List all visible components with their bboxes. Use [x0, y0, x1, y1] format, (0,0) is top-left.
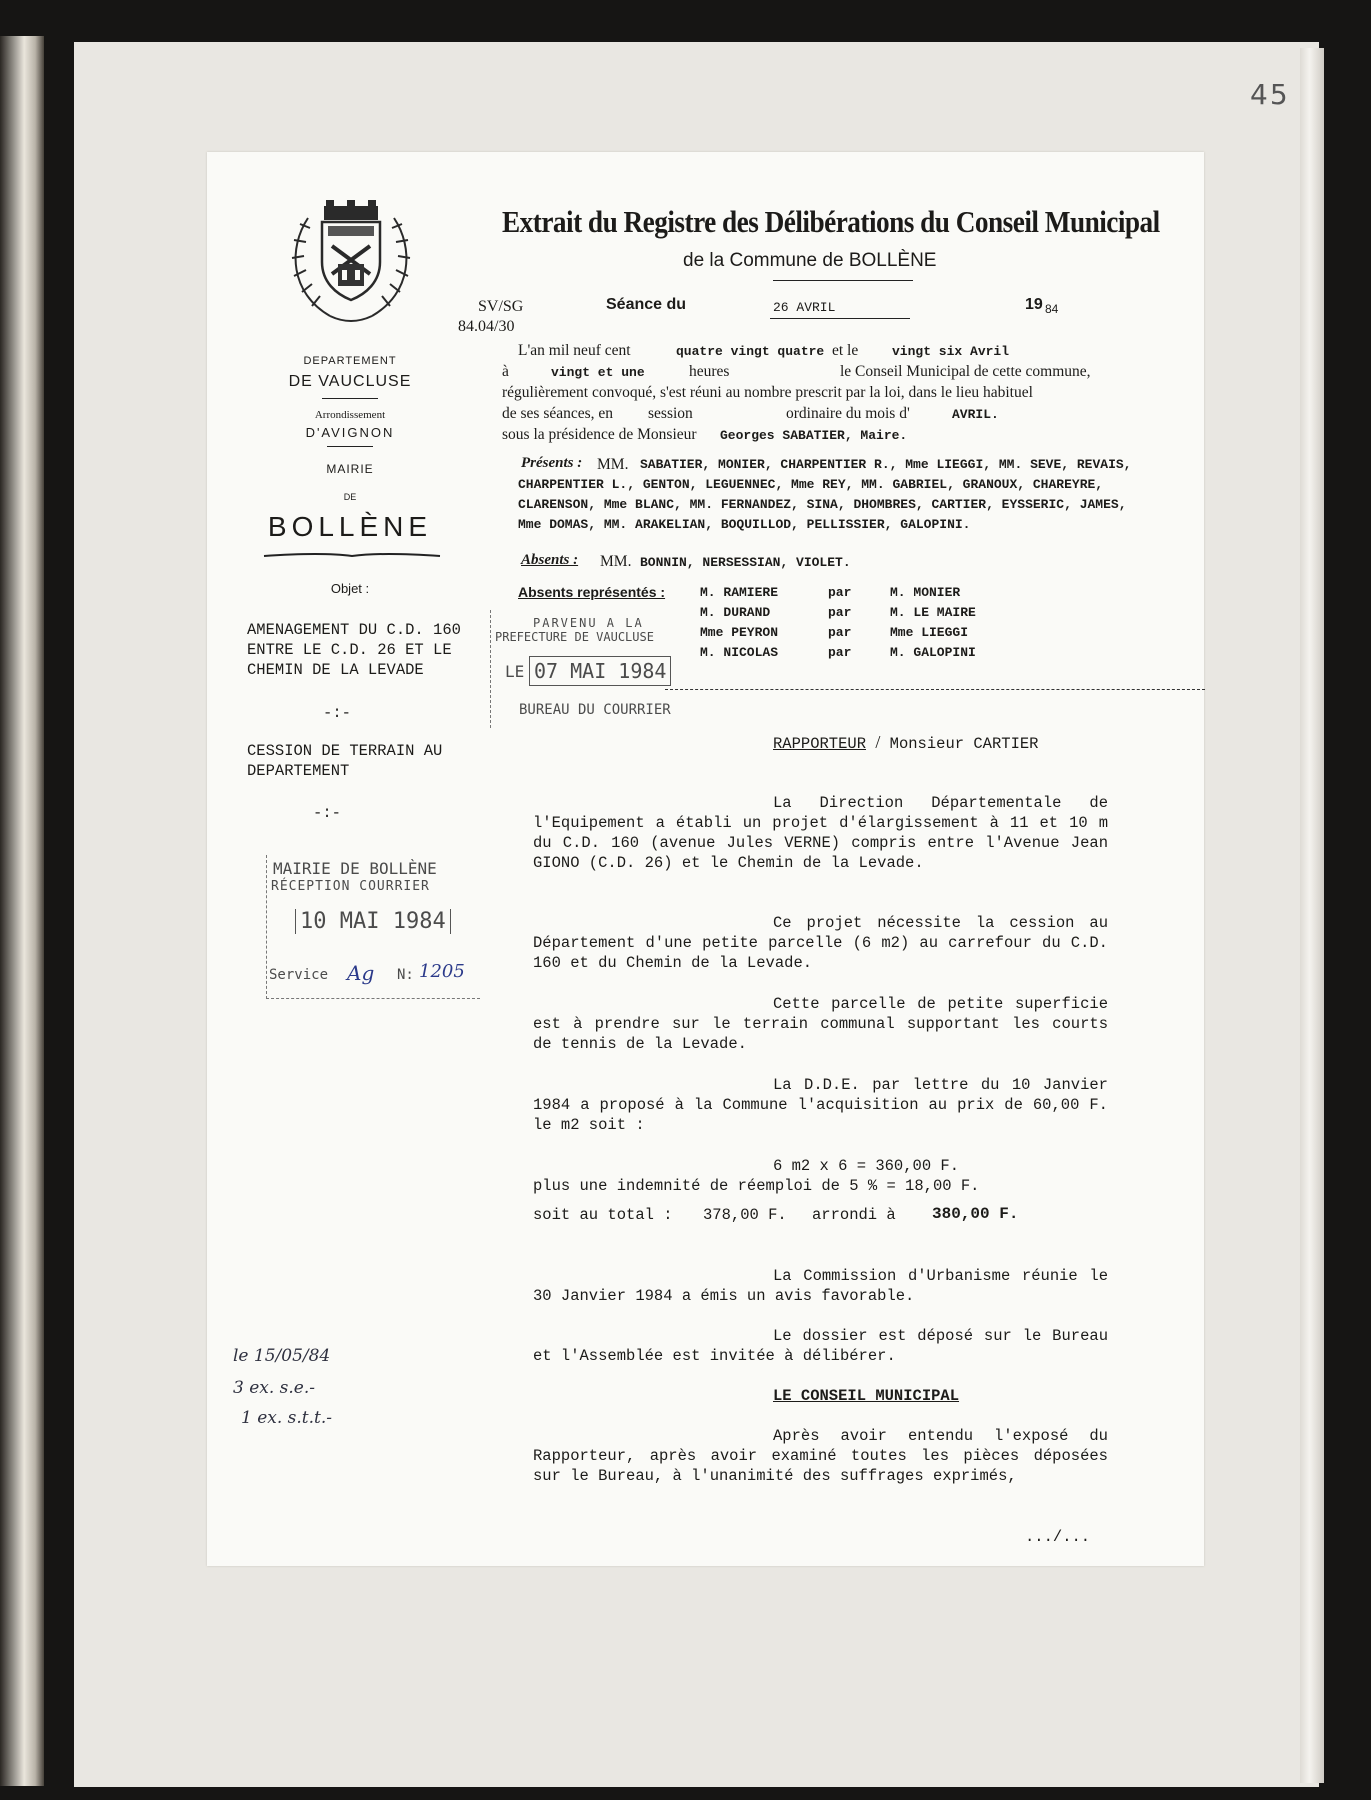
presents-line2: CHARPENTIER L., GENTON, LEGUENNEC, Mme REY, MM. GABRIEL, GRANOUX, CHAREYRE, — [518, 477, 1104, 492]
seance-year-suffix: 84 — [1045, 302, 1059, 316]
de-label: DE — [343, 492, 357, 502]
represented-absent: M. DURAND — [700, 605, 771, 620]
seance-label: Séance du — [606, 296, 687, 313]
preamble-2a: à — [502, 363, 509, 380]
preamble-3: régulièrement convoqué, s'est réuni au nombre prescrit par la loi, dans le lieu habituel — [502, 384, 1033, 401]
preamble-2c: heures — [689, 363, 730, 380]
objet-separator: -:- — [323, 704, 351, 722]
preamble-4a: de ses séances, en — [502, 405, 614, 422]
prefecture-stamp — [490, 610, 711, 728]
presents-label: Présents : — [521, 455, 583, 471]
stamp-mairie-line1: MAIRIE DE BOLLÈNE — [273, 859, 437, 878]
presents-mm: MM. — [597, 456, 629, 473]
objet-separator: -:- — [313, 804, 341, 822]
departement-label: DEPARTEMENT — [303, 355, 397, 367]
decorative-swash-icon — [262, 550, 442, 560]
objet-label: Objet : — [330, 581, 370, 596]
arrondissement-label: Arrondissement — [314, 409, 386, 421]
body-paragraph-3: Cette parcelle de petite superficie est à prendre sur le terrain communal supportant les courts de tennis de la Levade. — [533, 995, 1108, 1053]
represented-absent: Mme PEYRON — [700, 625, 779, 640]
stamp-prefecture-bureau: BUREAU DU COURRIER — [519, 702, 671, 718]
departement-name: DE VAUCLUSE — [288, 373, 412, 390]
represented-par: par — [828, 645, 852, 660]
calc-total: 380,00 F. — [932, 1205, 1019, 1223]
preamble-1b: quatre vingt quatre — [676, 344, 825, 359]
stamp-mairie-service-value: Ag — [347, 961, 375, 985]
represented-proxy: M. MONIER — [890, 585, 961, 600]
body-paragraph-2: Ce projet nécessite la cession au Département d'une petite parcelle (6 m2) au carrefour du C.D. 160 et du Chemin de la Levade. — [533, 914, 1108, 972]
body-paragraph-1: La Direction Départementale de l'Equipement a établi un projet d'élargissement à 11 et 10 m du C.D. 160 (avenue Jules VERNE) compris entre l'Avenue Jean GIONO (C.D. 26) et le Chemin de la Levade. — [533, 794, 1108, 872]
calc-line-1: 6 m2 x 6 = 360,00 F. — [773, 1157, 960, 1175]
preamble-1a: L'an mil neuf cent — [518, 342, 631, 359]
arrondissement-name: D'AVIGNON — [305, 425, 395, 440]
absents-mm: MM. — [600, 553, 632, 570]
presents-line1: SABATIER, MONIER, CHARPENTIER R., Mme LIEGGI, MM. SEVE, REVAIS, — [640, 457, 1132, 472]
stamp-mairie-number-label: N: — [397, 967, 414, 983]
presents-line4: Mme DOMAS, MM. ARAKELIAN, BOQUILLOD, PELLISSIER, GALOPINI. — [518, 517, 971, 532]
absents-label: Absents : — [521, 552, 579, 568]
stamp-mairie-line2: RÉCEPTION COURRIER — [271, 879, 430, 894]
reference-2: 84.04/30 — [458, 318, 515, 335]
seance-date: 26 AVRIL — [773, 300, 836, 315]
represented-proxy: M. GALOPINI — [890, 645, 976, 660]
handwritten-note-line1: le 15/05/84 — [233, 1346, 331, 1366]
objet-2: CESSION DE TERRAIN AU DEPARTEMENT — [247, 742, 443, 780]
represented-absent: M. NICOLAS — [700, 645, 779, 660]
rapporteur-label: RAPPORTEUR — [773, 735, 867, 753]
rapporteur-line — [773, 732, 1038, 754]
calc-line-3b: 378,00 F. — [703, 1206, 787, 1224]
stamp-mairie-service-label: Service — [269, 967, 329, 983]
dashed-separator — [665, 689, 1205, 690]
represented-label: Absents représentés : — [518, 584, 666, 600]
preamble-2d: le Conseil Municipal de cette commune, — [840, 363, 1091, 380]
handwritten-note-line3: 1 ex. s.t.t.- — [241, 1408, 333, 1428]
continuation-mark: .../... — [1025, 1528, 1091, 1546]
stamp-mairie-date: 10 MAI 1984 — [295, 909, 451, 934]
preamble-1c: et le — [832, 342, 859, 359]
preamble-4c: ordinaire du mois d' — [786, 405, 910, 422]
preamble-2b: vingt et une — [551, 365, 645, 380]
council-heading: LE CONSEIL MUNICIPAL — [773, 1387, 960, 1405]
document-title: Extrait du Registre des Délibérations du Conseil Municipal — [502, 204, 1160, 239]
seance-year-prefix: 19 — [1025, 296, 1043, 313]
rapporteur-sep: / — [875, 732, 881, 752]
stamp-prefecture-line2: PREFECTURE DE VAUCLUSE — [495, 630, 654, 644]
stamp-prefecture-date: 07 MAI 1984 — [529, 656, 671, 686]
binder-edge — [1300, 48, 1324, 1783]
coat-of-arms-icon — [270, 198, 432, 336]
divider — [327, 446, 373, 447]
preamble-5a: sous la présidence de Monsieur — [502, 426, 697, 443]
stamp-prefecture-le: LE — [505, 662, 525, 681]
mairie-label: MAIRIE — [326, 462, 374, 476]
stamp-prefecture-line1: PARVENU A LA — [533, 616, 644, 630]
folio-number: 45 — [1250, 78, 1290, 111]
calc-line-2: plus une indemnité de réemploi de 5 % = 18,00 F. — [533, 1177, 980, 1195]
reference-1: SV/SG — [478, 298, 524, 315]
divider — [322, 398, 378, 399]
commune-name: BOLLÈNE — [267, 511, 433, 542]
book-spine — [0, 36, 44, 1786]
represented-par: par — [828, 585, 852, 600]
represented-par: par — [828, 605, 852, 620]
represented-par: par — [828, 625, 852, 640]
body-paragraph-5: La Commission d'Urbanisme réunie le 30 Janvier 1984 a émis un avis favorable. — [533, 1267, 1108, 1305]
stamp-mairie-number-value: 1205 — [419, 961, 465, 982]
rapporteur-name: Monsieur CARTIER — [889, 735, 1039, 753]
objet-1: AMENAGEMENT DU C.D. 160 ENTRE LE C.D. 26 ET LE CHEMIN DE LA LEVADE — [247, 621, 461, 679]
body-paragraph-7: Après avoir entendu l'exposé du Rapporteur, après avoir examiné toutes les pièces déposées sur le Bureau, à l'unanimité des suffrages exprimés, — [533, 1427, 1108, 1485]
mairie-reception-stamp — [266, 855, 480, 999]
handwritten-note-line2: 3 ex. s.e.- — [233, 1378, 316, 1398]
preamble-4b: session — [648, 405, 693, 422]
preamble-5b: Georges SABATIER, Maire. — [720, 428, 908, 443]
seance-date-rule — [770, 318, 910, 319]
absents-names: BONNIN, NERSESSIAN, VIOLET. — [640, 555, 851, 570]
preamble-4d: AVRIL. — [952, 407, 999, 422]
document-subtitle: de la Commune de BOLLÈNE — [683, 250, 937, 271]
body-paragraph-4: La D.D.E. par lettre du 10 Janvier 1984 a proposé à la Commune l'acquisition au prix de 60,00 F. le m2 soit : — [533, 1076, 1108, 1134]
presents-line3: CLARENSON, Mme BLANC, MM. FERNANDEZ, SINA, DHOMBRES, CARTIER, EYSSERIC, JAMES, — [518, 497, 1127, 512]
calc-line-3c: arrondi à — [812, 1206, 896, 1224]
represented-proxy: M. LE MAIRE — [890, 605, 976, 620]
body-paragraph-6: Le dossier est déposé sur le Bureau et l'Assemblée est invitée à délibérer. — [533, 1327, 1108, 1365]
calc-line-3a: soit au total : — [533, 1206, 673, 1224]
represented-absent: M. RAMIERE — [700, 585, 779, 600]
represented-proxy: Mme LIEGGI — [890, 625, 969, 640]
subtitle-rule — [773, 280, 913, 281]
preamble-1d: vingt six Avril — [892, 344, 1010, 359]
